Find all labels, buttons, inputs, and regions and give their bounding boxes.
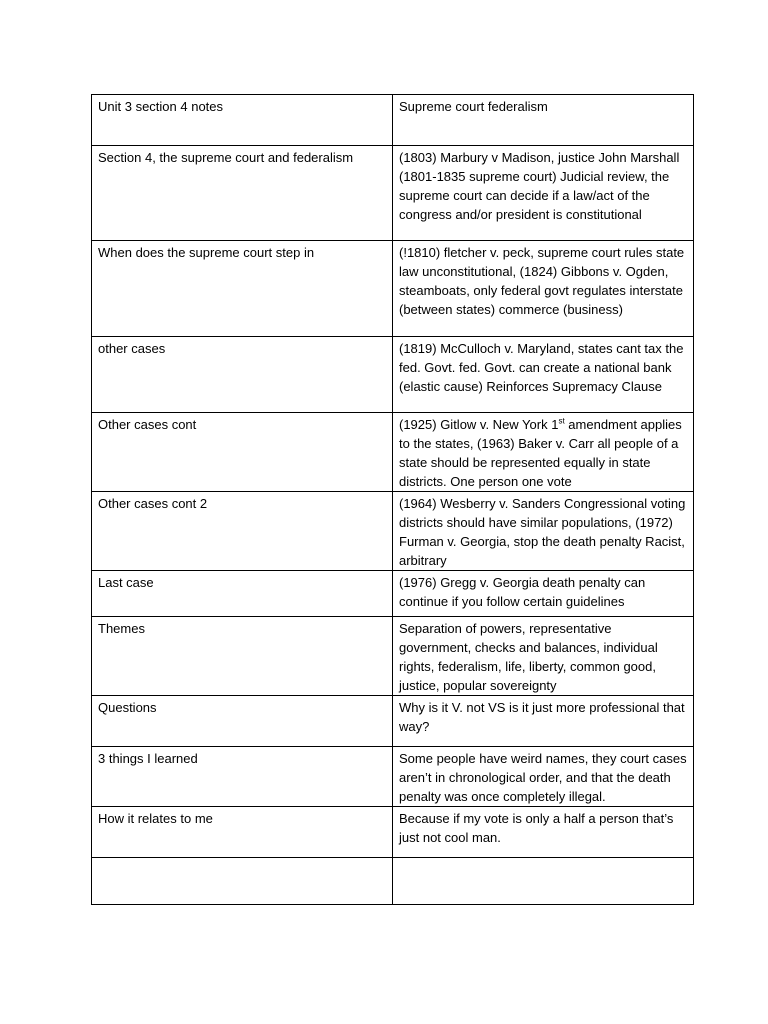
notes-cell: Separation of powers, representative government, checks and balances, individual rights, federalism, life, liberty, common good, justice, popular sovereignty xyxy=(393,617,694,696)
notes-text-start: (1925) Gitlow v. New York 1 xyxy=(399,417,559,432)
notes-cell: (!1810) fletcher v. peck, supreme court rules state law unconstitutional, (1824) Gibbons v. Ogden, steamboats, only federal govt regulates interstate (between states) commerce (business) xyxy=(393,241,694,337)
topic-cell: Section 4, the supreme court and federalism xyxy=(92,146,393,241)
table-row xyxy=(92,146,694,241)
table-row xyxy=(92,337,694,413)
notes-cell xyxy=(393,858,694,905)
notes-cell: Supreme court federalism xyxy=(393,95,694,146)
notes-cell: Because if my vote is only a half a person that’s just not cool man. xyxy=(393,807,694,858)
topic-cell: Questions xyxy=(92,696,393,747)
notes-cell: (1964) Wesberry v. Sanders Congressional voting districts should have similar populations, (1972) Furman v. Georgia, stop the death penalty Racist, arbitrary xyxy=(393,492,694,571)
table-row xyxy=(92,413,694,492)
notes-text-end: amendment applies to the states, (1963) Baker v. Carr all people of a state should be represented equally in state districts. One person one vote xyxy=(399,417,682,489)
ordinal-suffix: st xyxy=(558,416,565,426)
topic-cell: How it relates to me xyxy=(92,807,393,858)
topic-cell: Unit 3 section 4 notes xyxy=(92,95,393,146)
topic-cell: other cases xyxy=(92,337,393,413)
topic-cell: Other cases cont xyxy=(92,413,393,492)
topic-cell: Other cases cont 2 xyxy=(92,492,393,571)
topic-cell: Last case xyxy=(92,571,393,617)
topic-cell: When does the supreme court step in xyxy=(92,241,393,337)
notes-cell: Why is it V. not VS is it just more professional that way? xyxy=(393,696,694,747)
notes-cell: (1819) McCulloch v. Maryland, states cant tax the fed. Govt. fed. Govt. can create a national bank (elastic cause) Reinforces Supremacy Clause xyxy=(393,337,694,413)
notes-cell: Some people have weird names, they court cases aren’t in chronological order, and that the death penalty was once completely illegal. xyxy=(393,747,694,807)
topic-cell: 3 things I learned xyxy=(92,747,393,807)
notes-cell: (1976) Gregg v. Georgia death penalty can continue if you follow certain guidelines xyxy=(393,571,694,617)
table-row xyxy=(92,492,694,571)
table-row xyxy=(92,807,694,858)
table-row xyxy=(92,696,694,747)
notes-table xyxy=(91,94,694,905)
notes-cell xyxy=(393,413,694,492)
notes-cell: (1803) Marbury v Madison, justice John Marshall (1801-1835 supreme court) Judicial review, the supreme court can decide if a law/act of the congress and/or president is constitutional xyxy=(393,146,694,241)
table-row xyxy=(92,617,694,696)
topic-cell xyxy=(92,858,393,905)
table-row xyxy=(92,858,694,905)
table-row xyxy=(92,747,694,807)
table-row xyxy=(92,95,694,146)
table-row xyxy=(92,571,694,617)
table-row xyxy=(92,241,694,337)
topic-cell: Themes xyxy=(92,617,393,696)
